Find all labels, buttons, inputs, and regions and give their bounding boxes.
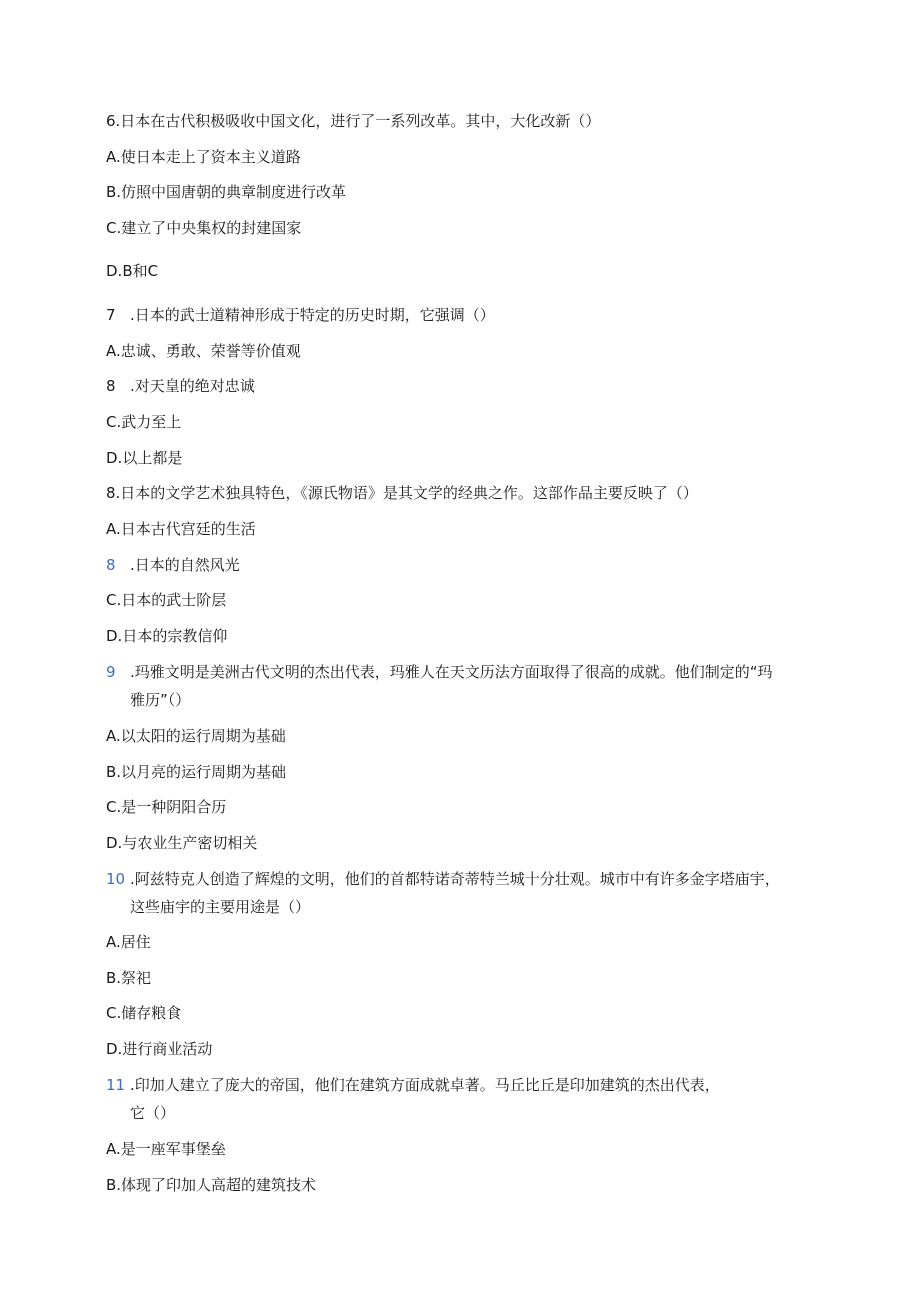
question-7-stem: [106, 304, 495, 326]
option-text: .对天皇的绝对忠诚: [130, 377, 255, 395]
question-9-continuation: 雅历”（）: [130, 691, 191, 709]
option-a: A.日本古代宫廷的生活: [106, 520, 256, 538]
option-a: A.使日本走上了资本主义道路: [106, 148, 301, 166]
question-9-stem: [106, 661, 773, 683]
list-number: 8: [106, 556, 116, 574]
option-b: B.祭祀: [106, 969, 152, 987]
option-d: D.B和C: [106, 262, 159, 280]
option-a: A.以太阳的运行周期为基础: [106, 727, 286, 745]
option-text: .日本的自然风光: [130, 556, 240, 574]
question-number: 9: [106, 663, 116, 681]
option-a: A.忠诚、勇敢、荣誉等价值观: [106, 342, 301, 360]
option-d: D.以上都是: [106, 449, 183, 467]
question-6-stem: 6.日本在古代积极吸收中国文化，进行了一系列改革。其中，大化改新（）: [106, 112, 601, 130]
question-11-stem: [106, 1074, 720, 1096]
question-text: .阿兹特克人创造了辉煌的文明，他们的首都特诺奇蒂特兰城十分壮观。城市中有许多金字塔庙宇，: [130, 870, 780, 888]
question-number: 7: [106, 306, 116, 324]
option-d: D.进行商业活动: [106, 1040, 213, 1058]
option-b-numbered: [106, 375, 255, 397]
option-b: B.以月亮的运行周期为基础: [106, 763, 287, 781]
question-11-continuation: 它（）: [130, 1104, 176, 1122]
option-c: C.建立了中央集权的封建国家: [106, 219, 302, 237]
option-b: B.体现了印加人高超的建筑技术: [106, 1176, 317, 1194]
option-b-numbered: [106, 554, 240, 576]
option-a: A.居住: [106, 933, 151, 951]
question-8-stem: 8.日本的文学艺术独具特色，《源氏物语》是其文学的经典之作。这部作品主要反映了（）: [106, 484, 698, 502]
option-d: D.日本的宗教信仰: [106, 627, 228, 645]
question-number: 11: [106, 1076, 126, 1094]
list-number: 8: [106, 377, 116, 395]
question-text: .玛雅文明是美洲古代文明的杰出代表，玛雅人在天文历法方面取得了很高的成就。他们制定的“玛: [130, 663, 773, 681]
option-b: B.仿照中国唐朝的典章制度进行改革: [106, 183, 347, 201]
option-a: A.是一座军事堡垒: [106, 1140, 226, 1158]
option-c: C.武力至上: [106, 413, 182, 431]
question-text: .日本的武士道精神形成于特定的历史时期，它强调（）: [130, 306, 495, 324]
question-10-continuation: 这些庙宇的主要用途是（）: [130, 898, 311, 916]
question-text: .印加人建立了庞大的帝国，他们在建筑方面成就卓著。马丘比丘是印加建筑的杰出代表，: [130, 1076, 720, 1094]
option-d: D.与农业生产密切相关: [106, 834, 258, 852]
option-c: C.日本的武士阶层: [106, 591, 227, 609]
question-10-stem: [106, 868, 780, 890]
option-c: C.储存粮食: [106, 1004, 182, 1022]
option-c: C.是一种阴阳合历: [106, 798, 227, 816]
question-number: 10: [106, 870, 126, 888]
